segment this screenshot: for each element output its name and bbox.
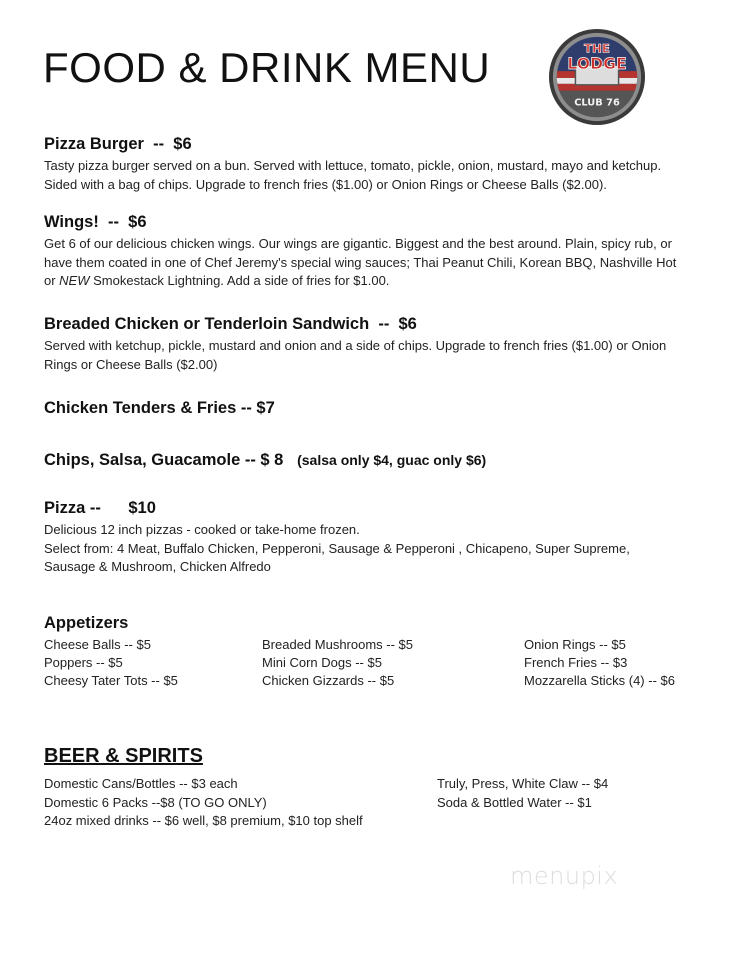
beer-spirits-title: BEER & SPIRITS [44, 745, 203, 767]
list-item: Soda & Bottled Water -- $1 [437, 794, 592, 810]
desc-line: have them coated in one of Chef Jeremy's special wing sauces; Thai Peanut Chili, Korean BBQ, Nashville Hot [44, 254, 677, 270]
item-title: Breaded Chicken or Tenderloin Sandwich -- $6 [44, 315, 417, 333]
desc-line: Get 6 of our delicious chicken wings. Our wings are gigantic. Biggest and the best around. Plain, spicy rub, or [44, 236, 672, 251]
beer-column [437, 775, 608, 812]
list-item: Cheese Balls -- $5 [44, 637, 151, 652]
list-item: Breaded Mushrooms -- $5 [262, 637, 414, 652]
list-item: 24oz mixed drinks -- $6 well, $8 premium, $10 top shelf [44, 813, 363, 828]
logo-sub-text: CLUB 76 [574, 97, 620, 109]
item-description [44, 337, 714, 374]
item-description [44, 235, 714, 291]
desc-line: Served with ketchup, pickle, mustard and onion and a side of chips. Upgrade to french fries ($1.00) or Onion [44, 338, 667, 353]
appetizers-column [44, 636, 178, 690]
item-description [44, 521, 714, 577]
desc-line: Delicious 12 inch pizzas - cooked or take-home frozen. [44, 522, 360, 537]
list-item: Domestic Cans/Bottles -- $3 each [44, 776, 238, 791]
item-title: Chips, Salsa, Guacamole -- $ 8 (salsa only $4, guac only $6) [44, 451, 487, 469]
appetizers-column [524, 636, 675, 690]
item-title: Pizza Burger -- $6 [44, 135, 192, 153]
appetizers-title: Appetizers [44, 614, 129, 632]
menu-item-pizza [44, 499, 714, 577]
item-title: Chicken Tenders & Fries -- $7 [44, 399, 275, 417]
list-item: Chicken Gizzards -- $5 [262, 673, 395, 688]
logo-main-text: LODGE [567, 54, 627, 74]
list-item: Onion Rings -- $5 [524, 637, 626, 652]
menu-item-chicken-tenders [44, 399, 714, 418]
list-item: Cheesy Tater Tots -- $5 [44, 673, 178, 688]
beer-column [44, 775, 363, 831]
menu-item-chips-salsa [44, 451, 714, 470]
list-item: Truly, Press, White Claw -- $4 [437, 776, 609, 791]
list-item: Mini Corn Dogs -- $5 [262, 655, 382, 670]
page-title: FOOD & DRINK MENU [43, 44, 491, 91]
appetizers-column [262, 636, 413, 690]
menu-item-pizza-burger [44, 135, 714, 194]
desc-line: Select from: 4 Meat, Buffalo Chicken, Pepperoni, Sausage & Pepperoni , Chicapeno, Super Supreme, [44, 540, 630, 556]
menu-item-chicken-sandwich [44, 315, 714, 374]
logo-top-text: THE [584, 41, 610, 56]
desc-line: Sausage & Mushroom, Chicken Alfredo [44, 559, 271, 574]
item-title: Pizza -- $10 [44, 499, 156, 517]
list-item: Mozzarella Sticks (4) -- $6 [524, 673, 675, 688]
item-title: Wings! -- $6 [44, 213, 147, 231]
list-item: Domestic 6 Packs --$8 (TO GO ONLY) [44, 794, 267, 810]
item-description [44, 157, 714, 194]
desc-line: Tasty pizza burger served on a bun. Served with lettuce, tomato, pickle, onion, mustard, mayo and ketchup. [44, 158, 662, 173]
menu-item-wings [44, 213, 714, 291]
item-note: (salsa only $4, guac only $6) [297, 452, 487, 468]
watermark: menupix [510, 862, 619, 890]
list-item: Poppers -- $5 [44, 655, 123, 670]
desc-line: or NEW Smokestack Lightning. Add a side of fries for $1.00. [44, 273, 390, 288]
desc-line: Sided with a bag of chips. Upgrade to french fries ($1.00) or Onion Rings or Cheese Balls ($2.00). [44, 176, 607, 192]
lodge-logo [548, 28, 646, 126]
list-item: French Fries -- $3 [524, 655, 628, 670]
desc-line: Rings or Cheese Balls ($2.00) [44, 356, 218, 372]
